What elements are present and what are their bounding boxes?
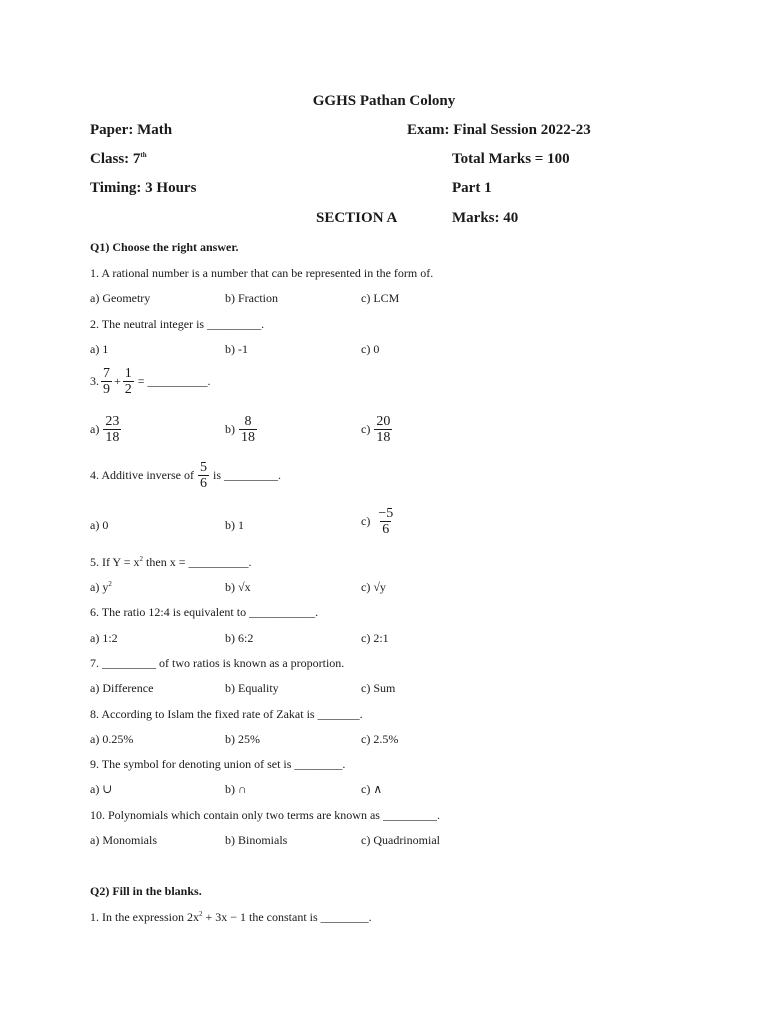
q1-7-option-a: a) Difference (90, 681, 154, 695)
q2-1-sup: 2 (198, 910, 203, 918)
q1-4-stem (90, 460, 281, 492)
q1-5-stem (90, 555, 251, 570)
q1-6-option-c: c) 2:1 (361, 631, 389, 645)
fraction-numerator: 5 (199, 460, 207, 475)
fraction-denominator: 18 (241, 430, 255, 446)
q1-2-option-b: b) -1 (225, 342, 248, 356)
q1-8-stem: 8. According to Islam the fixed rate of Zakat is _______. (90, 707, 363, 721)
q1-10-stem: 10. Polynomials which contain only two terms are known as _________. (90, 808, 440, 822)
q1-10-option-a: a) Monomials (90, 833, 157, 847)
fraction-denominator: 18 (376, 430, 391, 446)
q1-5-suffix: then x = __________. (143, 555, 252, 569)
q1-heading: Q1) Choose the right answer. (90, 240, 239, 254)
q1-5-sup: 2 (139, 555, 144, 563)
fraction-numerator: 8 (244, 414, 252, 429)
q1-2-option-c: c) 0 (361, 342, 380, 356)
fraction-denominator: 6 (199, 476, 207, 492)
q1-9-option-b: b) ∩ (225, 782, 247, 796)
q1-8-option-a: a) 0.25% (90, 732, 134, 746)
fraction-numerator: 23 (105, 414, 120, 429)
q1-4-option-c (361, 506, 397, 538)
option-letter: a) (90, 422, 100, 437)
q1-7-stem: 7. _________ of two ratios is known as a proportion. (90, 656, 345, 670)
q1-3-stem (90, 366, 211, 398)
fraction-numerator: 7 (103, 366, 110, 381)
q1-9-option-c: c) ∧ (361, 782, 383, 796)
q1-3-option-c (361, 414, 394, 446)
fraction-denominator: 2 (124, 382, 132, 398)
q1-3-suffix: = __________. (137, 374, 211, 389)
q1-1-stem: 1. A rational number is a number that can be represented in the form of. (90, 266, 434, 280)
class-sup: th (140, 151, 147, 159)
q1-10-option-b: b) Binomials (225, 833, 288, 847)
paper-label: Paper: Math (90, 122, 173, 138)
option-text: a) y (90, 580, 109, 594)
q1-10-option-c: c) Quadrinomial (361, 833, 440, 847)
q1-6-stem: 6. The ratio 12:4 is equivalent to ___________. (90, 605, 319, 619)
fraction-numerator: 1 (124, 366, 132, 381)
q1-3-option-b (225, 414, 259, 446)
q1-4-fraction (198, 460, 209, 492)
q2-1-stem (90, 910, 372, 925)
q1-1-option-a: a) Geometry (90, 291, 151, 305)
q1-1-option-c: c) LCM (361, 291, 400, 305)
option-sup: 2 (108, 580, 112, 588)
q1-6-option-a: a) 1:2 (90, 631, 118, 645)
option-letter: c) (361, 514, 371, 529)
q1-3-option-a (90, 414, 123, 446)
q1-6-option-b: b) 6:2 (225, 631, 254, 645)
option-fraction (239, 414, 257, 446)
q1-5-option-b: b) √x (225, 580, 251, 594)
q1-4-prefix: 4. Additive inverse of (90, 468, 194, 483)
plus-sign: + (114, 374, 121, 389)
fraction-denominator: 9 (103, 382, 110, 398)
q1-5-option-c: c) √y (361, 580, 386, 594)
part-label: Part 1 (452, 180, 492, 196)
timing-label: Timing: 3 Hours (90, 180, 197, 196)
q1-9-stem: 9. The symbol for denoting union of set is ________. (90, 757, 346, 771)
class-text: Class: 7 (90, 151, 141, 167)
section-title: SECTION A (316, 210, 398, 226)
option-fraction (376, 506, 395, 538)
q1-1-option-b: b) Fraction (225, 291, 278, 305)
q1-2-option-a: a) 1 (90, 342, 109, 356)
option-letter: b) (225, 422, 235, 437)
option-fraction (374, 414, 392, 446)
fraction-denominator: 6 (382, 522, 390, 538)
class-label (90, 151, 147, 168)
fraction-denominator: 18 (105, 430, 120, 446)
q2-1-prefix: 1. In the expression 2x (90, 910, 199, 924)
q1-4-suffix: is _________. (212, 468, 281, 483)
fraction-numerator: 20 (376, 414, 391, 429)
q1-3-number: 3. (90, 374, 99, 389)
option-fraction (103, 414, 121, 446)
q1-8-option-b: b) 25% (225, 732, 260, 746)
q1-9-option-a: a) ∪ (90, 782, 113, 796)
total-marks: Total Marks = 100 (452, 151, 570, 167)
q1-7-option-c: c) Sum (361, 681, 396, 695)
q2-heading: Q2) Fill in the blanks. (90, 884, 202, 898)
q1-8-option-c: c) 2.5% (361, 732, 399, 746)
q1-2-stem: 2. The neutral integer is _________. (90, 317, 265, 331)
q1-4-option-a: a) 0 (90, 518, 109, 532)
q1-4-option-b: b) 1 (225, 518, 244, 532)
q1-3-fraction-1 (101, 366, 112, 398)
exam-label: Exam: Final Session 2022-23 (407, 122, 591, 138)
section-marks: Marks: 40 (452, 210, 519, 226)
q1-7-option-b: b) Equality (225, 681, 279, 695)
q1-5-option-a (90, 580, 112, 595)
q1-3-fraction-2 (123, 366, 134, 398)
q2-1-suffix: + 3x − 1 the constant is ________. (202, 910, 372, 924)
option-letter: c) (361, 422, 371, 437)
fraction-numerator: −5 (378, 506, 394, 521)
q1-5-prefix: 5. If Y = x (90, 555, 140, 569)
school-name: GGHS Pathan Colony (312, 93, 456, 109)
